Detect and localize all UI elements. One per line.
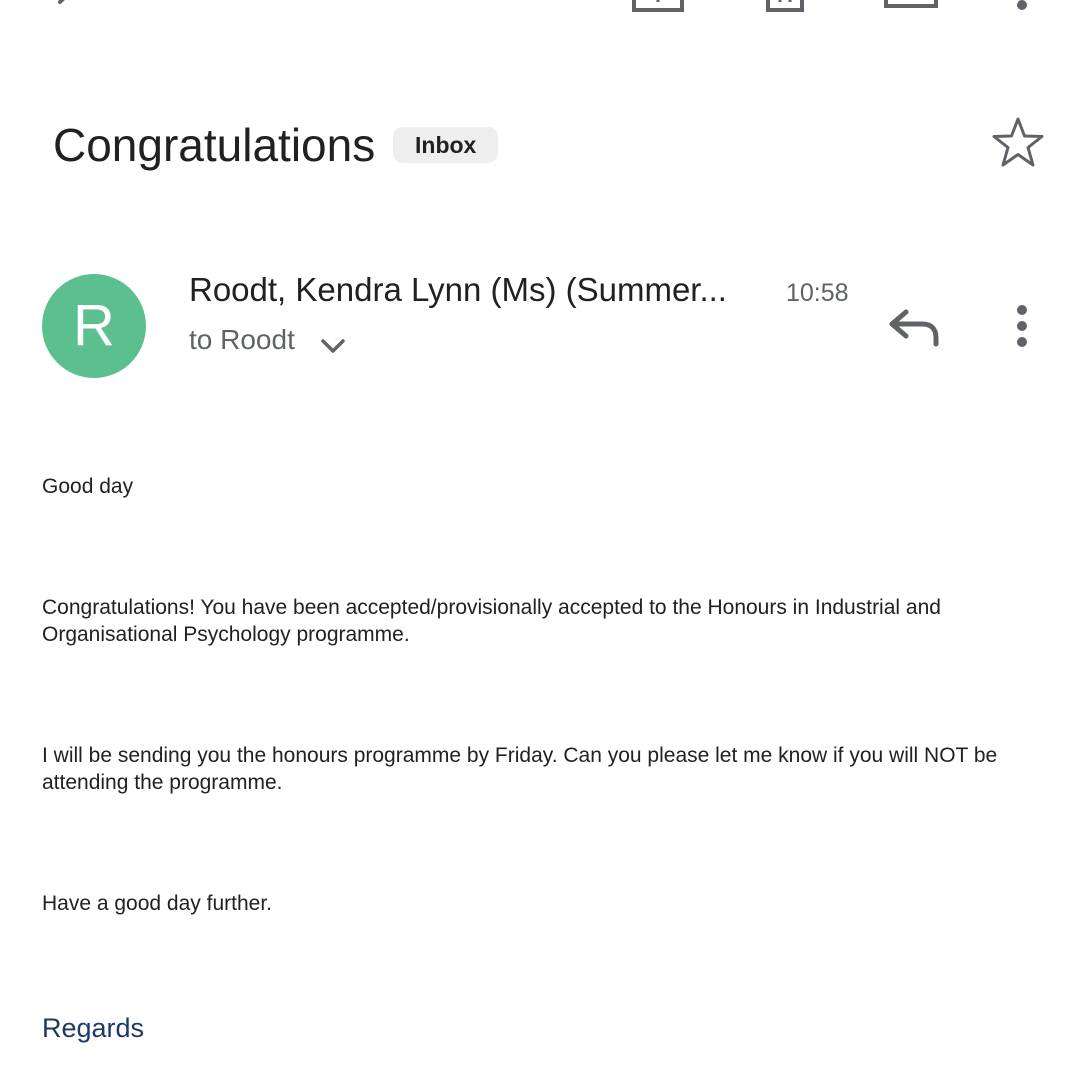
delete-icon: [762, 0, 808, 16]
arrow-back-icon: [48, 0, 84, 22]
chevron-down-icon: [318, 334, 348, 358]
back-button[interactable]: [48, 0, 84, 22]
more-vert-icon: [1004, 300, 1040, 352]
star-outline-icon: [988, 114, 1048, 174]
star-button[interactable]: [988, 114, 1048, 174]
toolbar-more-button[interactable]: [1008, 0, 1036, 16]
message-more-button[interactable]: [1004, 300, 1040, 352]
reply-button[interactable]: [884, 302, 942, 352]
message-time: 10:58: [786, 279, 849, 307]
body-paragraph-closing: Have a good day further.: [42, 892, 272, 915]
subject-title: Congratulations: [53, 119, 376, 171]
expand-details-button[interactable]: [318, 334, 348, 358]
inbox-label-chip[interactable]: Inbox: [393, 127, 498, 163]
sender-avatar[interactable]: R: [42, 274, 146, 378]
delete-button[interactable]: [762, 0, 808, 16]
archive-icon: [630, 0, 686, 16]
mark-unread-button[interactable]: [882, 0, 940, 12]
body-paragraph-programme: I will be sending you the honours programme by Friday. Can you please let me know if you will NOT be attending the programme.: [42, 744, 998, 794]
reply-icon: [884, 302, 942, 352]
body-signoff: Regards: [42, 1013, 145, 1043]
body-paragraph-acceptance: Congratulations! You have been accepted/provisionally accepted to the Honours in Industrial and Organisational Psychology programme.: [42, 596, 941, 646]
body-greeting: Good day: [42, 475, 134, 498]
sender-name[interactable]: Roodt, Kendra Lynn (Ms) (Summer...: [189, 271, 727, 308]
archive-button[interactable]: [630, 0, 686, 16]
recipient-line[interactable]: to Roodt: [189, 324, 295, 355]
mark-unread-icon: [882, 0, 940, 12]
more-vert-icon: [1008, 0, 1036, 16]
